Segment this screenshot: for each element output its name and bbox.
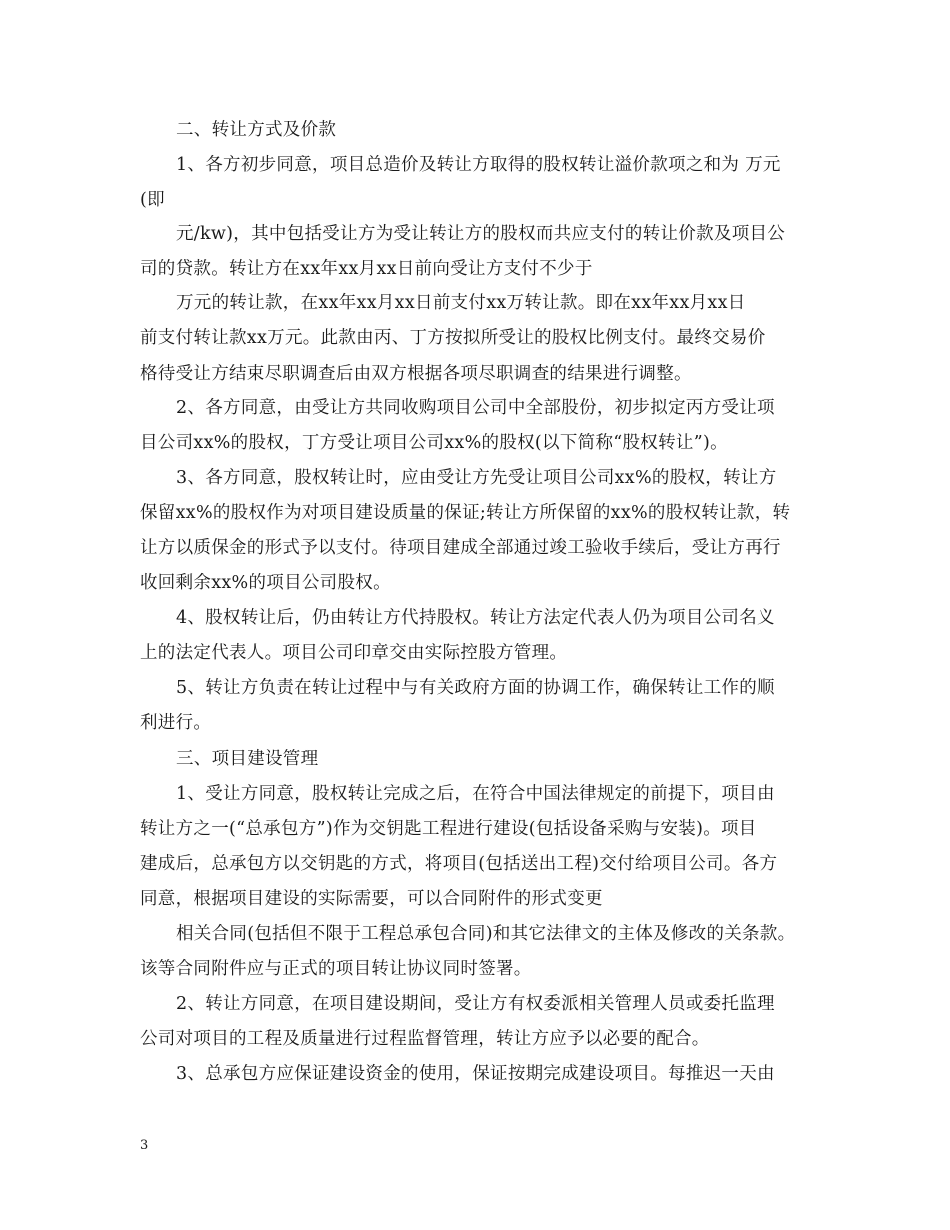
paragraph-line: 1、各方初步同意，项目总造价及转让方取得的股权转让溢价款项之和为 万元 [176, 155, 781, 175]
paragraph-line: 收回剩余xx%的项目公司股权。 [140, 573, 391, 593]
paragraph-line: 司的贷款。转让方在xx年xx月xx日前向受让方支付不少于 [140, 259, 593, 279]
paragraph-line: 利进行。 [140, 713, 212, 733]
paragraph-line: 3、总承包方应保证建设资金的使用，保证按期完成建设项目。每推迟一天由 [176, 1064, 775, 1084]
paragraph-line: 元/kw)，其中包括受让方为受让转让方的股权而共应支付的转让价款及项目公 [176, 224, 786, 244]
section-heading: 二、转让方式及价款 [176, 120, 337, 140]
paragraph-line: 转让方之一(“总承包方”)作为交钥匙工程进行建设(包括设备采购与安装)。项目 [140, 819, 757, 839]
section-heading: 三、项目建设管理 [176, 749, 319, 769]
paragraph-line: 相关合同(包括但不限于工程总承包合同)和其它法律文的主体及修改的关条款。 [176, 924, 796, 944]
paragraph-line: 2、转让方同意，在项目建设期间，受让方有权委派相关管理人员或委托监理 [176, 994, 775, 1014]
paragraph-line: 格待受让方结束尽职调查后由双方根据各项尽职调查的结果进行调整。 [140, 364, 692, 384]
page-number: 3 [140, 1138, 149, 1153]
paragraph-line: (即 [140, 190, 165, 210]
paragraph-line: 5、转让方负责在转让过程中与有关政府方面的协调工作，确保转让工作的顺 [176, 678, 775, 698]
paragraph-line: 同意，根据项目建设的实际需要，可以合同附件的形式变更 [140, 889, 603, 909]
paragraph-line: 目公司xx%的股权，丁方受让项目公司xx%的股权(以下简称“股权转让”)。 [140, 433, 728, 453]
paragraph-line: 前支付转让款xx万元。此款由丙、丁方按拟所受让的股权比例支付。最终交易价 [140, 328, 766, 348]
paragraph-line: 让方以质保金的形式予以支付。待项目建成全部通过竣工验收手续后，受让方再行 [140, 538, 781, 558]
paragraph-line: 2、各方同意，由受让方共同收购项目公司中全部股份，初步拟定丙方受让项 [176, 398, 775, 418]
paragraph-line: 3、各方同意，股权转让时，应由受让方先受让项目公司xx%的股权，转让方 [176, 468, 777, 488]
paragraph-line: 上的法定代表人。项目公司印章交由实际控股方管理。 [140, 643, 568, 663]
paragraph-line: 4、股权转让后，仍由转让方代持股权。转让方法定代表人仍为项目公司名义 [176, 608, 775, 628]
paragraph-line: 万元的转让款，在xx年xx月xx日前支付xx万转让款。即在xx年xx月xx日 [176, 293, 746, 313]
paragraph-line: 1、受让方同意，股权转让完成之后，在符合中国法律规定的前提下，项目由 [176, 784, 775, 804]
paragraph-line: 建成后，总承包方以交钥匙的方式，将项目(包括送出工程)交付给项目公司。各方 [140, 854, 778, 874]
paragraph-line: 该等合同附件应与正式的项目转让协议同时签署。 [140, 959, 532, 979]
paragraph-line: 公司对项目的工程及质量进行过程监督管理，转让方应予以必要的配合。 [140, 1029, 710, 1049]
paragraph-line: 保留xx%的股权作为对项目建设质量的保证;转让方所保留的xx%的股权转让款，转 [140, 503, 791, 523]
